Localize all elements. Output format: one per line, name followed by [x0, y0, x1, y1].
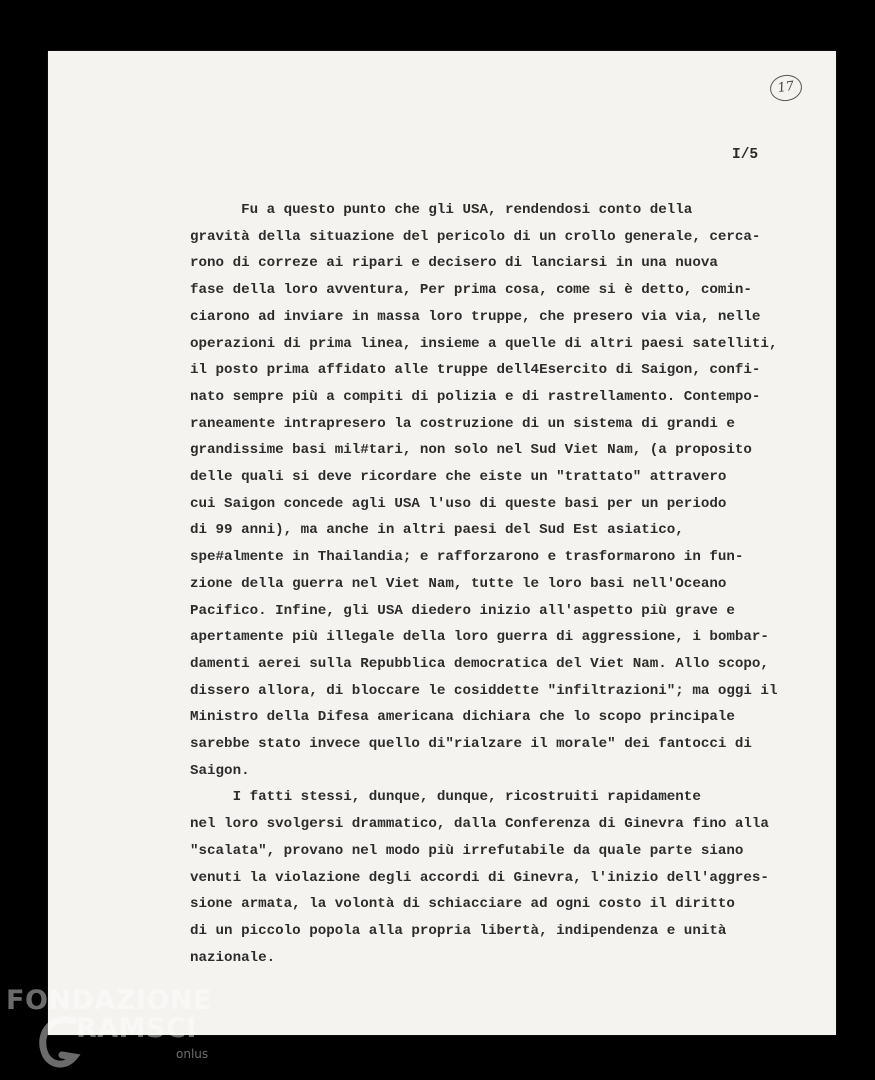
text-line: Pacifico. Infine, gli USA diedero inizio all'aspetto più grave e [190, 602, 735, 619]
text-line: damenti aerei sulla Repubblica democratica del Viet Nam. Allo scopo, [190, 655, 769, 672]
text-line: Saigon. [190, 762, 250, 779]
text-line: cui Saigon concede agli USA l'uso di queste basi per un periodo [190, 495, 727, 512]
folio-mark: 17 [768, 73, 803, 103]
text-line: venuti la violazione degli accordi di Ginevra, l'inizio dell'aggres- [190, 869, 769, 886]
text-line: nazionale. [190, 949, 276, 966]
fondazione-gramsci-logo [6, 985, 226, 1075]
text-line: delle quali si deve ricordare che eiste un "trattato" attravero [190, 469, 727, 486]
text-line: grandissime basi mil#tari, non solo nel Sud Viet Nam, (a proposito [190, 442, 752, 459]
text-line: "scalata", provano nel modo più irrefutabile da quale parte siano [190, 842, 744, 859]
text-line: I fatti stessi, dunque, dunque, ricostruiti rapidamente [190, 789, 701, 806]
text-line: di un piccolo popola alla propria libertà, indipendenza e unità [190, 922, 727, 939]
text-line: sarebbe stato invece quello di"rialzare il morale" dei fantocci di [190, 736, 752, 753]
logo-onlus: onlus [176, 1047, 209, 1061]
text-line: Ministro della Difesa americana dichiara che lo scopo principale [190, 709, 735, 726]
logo-line2: RAMSCI [76, 1013, 197, 1044]
text-line: zione della guerra nel Viet Nam, tutte le loro basi nell'Oceano [190, 575, 727, 592]
text-line: gravità della situazione del pericolo di un crollo generale, cerca- [190, 228, 761, 245]
g-swirl-icon [34, 1011, 82, 1073]
text-line: di 99 anni), ma anche in altri paesi del Sud Est asiatico, [190, 522, 684, 539]
text-line: spe#almente in Thailandia; e rafforzarono e trasformarono in fun- [190, 549, 744, 566]
logo-line1: FONDAZIONE [6, 985, 212, 1016]
body-text [190, 197, 820, 971]
text-line: nel loro svolgersi drammatico, dalla Conferenza di Ginevra fino alla [190, 816, 769, 833]
page-number: I/5 [732, 147, 759, 163]
text-line: nato sempre più a compiti di polizia e di rastrellamento. Contempo- [190, 388, 761, 405]
text-line: ciarono ad inviare in massa loro truppe, che presero via via, nelle [190, 308, 761, 325]
text-line: rono di correze ai ripari e decisero di lanciarsi in una nuova [190, 255, 718, 272]
text-line: apertamente più illegale della loro guerra di aggressione, i bombar- [190, 629, 769, 646]
text-line: raneamente intrapresero la costruzione di un sistema di grandi e [190, 415, 735, 432]
document-page [48, 51, 836, 1035]
text-line: sione armata, la volontà di schiacciare ad ogni costo il diritto [190, 896, 735, 913]
text-line: operazioni di prima linea, insieme a quelle di altri paesi satelliti, [190, 335, 778, 352]
text-line: dissero allora, di bloccare le cosiddette "infiltrazioni"; ma oggi il [190, 682, 778, 699]
text-line: Fu a questo punto che gli USA, rendendosi conto della [190, 202, 693, 218]
text-line: il posto prima affidato alle truppe dell4Esercito di Saigon, confi- [190, 362, 761, 379]
text-line: fase della loro avventura, Per prima cosa, come si è detto, comin- [190, 282, 752, 299]
